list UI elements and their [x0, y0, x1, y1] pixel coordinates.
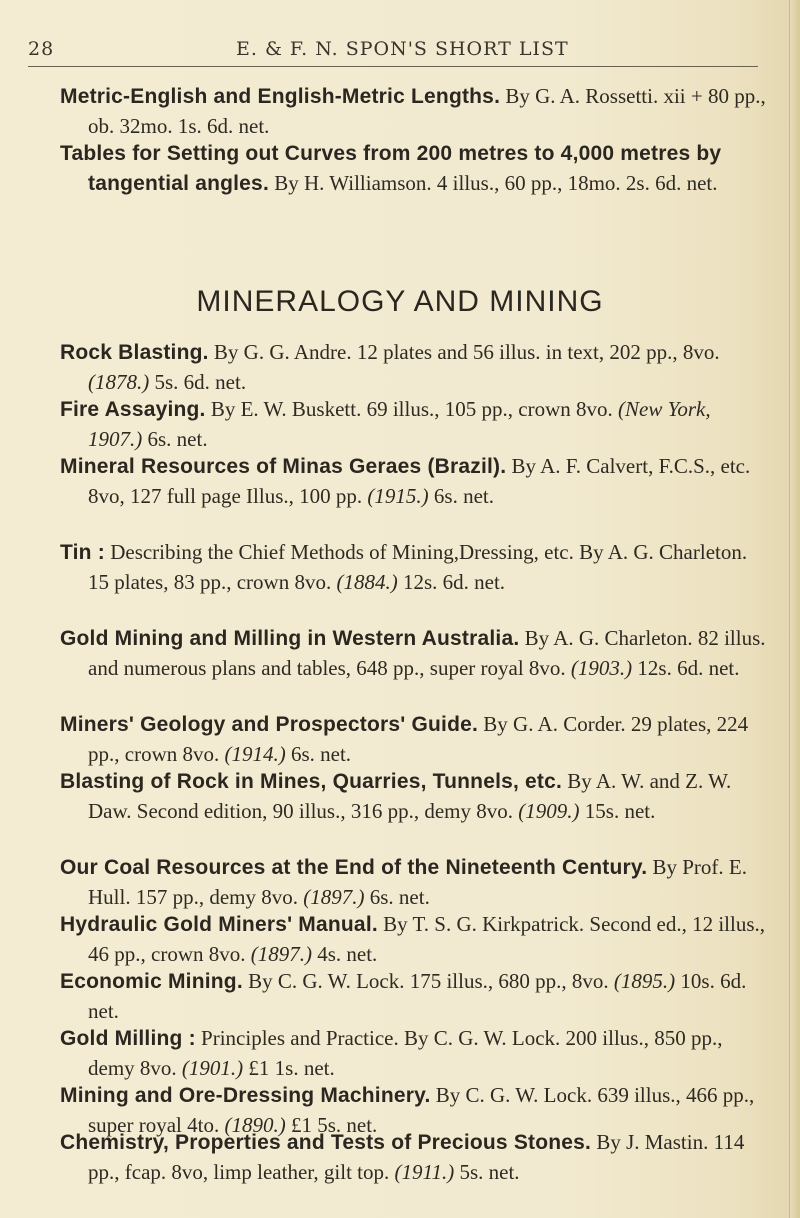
entry-details: By C. G. W. Lock. 175 illus., 680 pp., 8vo. [242, 969, 614, 993]
entry-title: Mineral Resources of Minas Geraes (Brazil). [60, 455, 507, 478]
entry-price: £1 5s. net. [285, 1112, 378, 1137]
list-entry [60, 624, 770, 682]
entry-details: Describing the Chief Methods of Mining,Dressing, etc. By A. G. Charleton. 15 plates, 83 pp., crown 8vo. [88, 540, 748, 594]
entry-title: Tables for Setting out Curves from 200 metres to 4,000 metres by tangential angles. [60, 142, 722, 195]
entry-year: (1897.) [250, 941, 312, 966]
entry-year: (1901.) [181, 1055, 244, 1080]
entry-details: By H. Williamson. 4 illus., 60 pp., 18mo. 2s. 6d. net. [268, 170, 718, 195]
list-entry [60, 853, 770, 911]
entry-price: 10s. 6d. net. [88, 969, 747, 1023]
entry-price: 4s. net. [311, 941, 378, 966]
entry-details: By E. W. Buskett. 69 illus., 105 pp., crown 8vo. [205, 397, 619, 421]
entry-details: By A. G. Charleton. 82 illus. and numerous plans and tables, 648 pp., super royal 8vo. [88, 626, 766, 680]
entry-title: Gold Mining and Milling in Western Australia. [60, 627, 520, 650]
entry-year: (1903.) [570, 655, 633, 680]
header-rule [28, 66, 758, 67]
entry-details: By Prof. E. Hull. 157 pp., demy 8vo. [88, 855, 747, 909]
entry-title: Gold Milling : [60, 1027, 196, 1050]
list-entry [60, 538, 770, 596]
entry-title: Hydraulic Gold Miners' Manual. [60, 913, 378, 936]
entry-title: Chemistry, Properties and Tests of Precious Stones. [60, 1131, 592, 1154]
list-entry [60, 710, 770, 768]
entry-year: (1890.) [224, 1112, 286, 1137]
entry-details: By J. Mastin. 114 pp., fcap. 8vo, limp leather, gilt top. [88, 1130, 745, 1184]
page-number: 28 [28, 38, 55, 60]
list-entry [60, 139, 770, 198]
list-entry [60, 338, 770, 396]
entry-year: (1914.) [224, 741, 286, 766]
list-entry [60, 767, 770, 825]
entry-price: 6s. net. [142, 426, 208, 451]
entry-title: Rock Blasting. [60, 341, 209, 364]
entry-title: Our Coal Resources at the End of the Nineteenth Century. [60, 856, 648, 879]
entry-details: By G. A. Corder. 29 plates, 224 pp., crown 8vo. [88, 712, 749, 766]
entry-price: £1 1s. net. [243, 1055, 335, 1080]
list-entry [60, 395, 770, 453]
list-entry [60, 967, 770, 1025]
list-entry [60, 82, 770, 140]
list-entry [60, 1128, 770, 1186]
running-title: E. & F. N. SPON'S SHORT LIST [236, 38, 569, 60]
entry-year: (1897.) [303, 884, 365, 909]
entry-year: (1884.) [336, 569, 398, 594]
entry-title: Fire Assaying. [60, 398, 206, 421]
entry-price: 5s. 6d. net. [149, 369, 247, 394]
entry-title: Economic Mining. [60, 970, 243, 993]
entry-details: By C. G. W. Lock. 639 illus., 466 pp., super royal 4to. [88, 1083, 755, 1137]
entry-title: Tin : [60, 541, 105, 564]
section-heading: MINERALOGY AND MINING [196, 285, 604, 318]
entry-details: By A. W. and Z. W. Daw. Second edition, 90 illus., 316 pp., demy 8vo. [88, 769, 732, 823]
entry-price: 5s. net. [454, 1159, 520, 1184]
list-entry [60, 910, 770, 968]
entry-title: Mining and Ore-Dressing Machinery. [60, 1084, 431, 1107]
entry-year: (New York, 1907.) [88, 397, 711, 451]
entry-year: (1878.) [88, 369, 150, 394]
entry-year: (1911.) [394, 1159, 455, 1184]
entry-price: 15s. net. [579, 798, 656, 823]
list-entry [60, 1024, 770, 1082]
entry-year: (1915.) [367, 483, 429, 508]
entry-year: (1909.) [518, 798, 580, 823]
entry-year: (1895.) [613, 969, 676, 993]
entry-price: 6s. net. [428, 483, 494, 508]
entry-title: Blasting of Rock in Mines, Quarries, Tunnels, etc. [60, 770, 563, 793]
running-header [28, 38, 768, 64]
entry-title: Metric-English and English-Metric Lengths. [60, 85, 501, 108]
entry-price: 6s. net. [364, 884, 430, 909]
entry-details: By T. S. G. Kirkpatrick. Second ed., 12 illus., 46 pp., crown 8vo. [88, 912, 765, 966]
entry-title: Miners' Geology and Prospectors' Guide. [60, 713, 479, 736]
entry-price: 6s. net. [285, 741, 352, 766]
entry-price: 12s. 6d. net. [397, 569, 506, 594]
entry-details: By A. F. Calvert, F.C.S., etc. 8vo, 127 full page Illus., 100 pp. [88, 454, 751, 508]
entry-details: By G. G. Andre. 12 plates and 56 illus. in text, 202 pp., 8vo. [208, 340, 720, 364]
page-edge [789, 0, 800, 1218]
entry-details: By G. A. Rossetti. xii + 80 pp., ob. 32mo. 1s. 6d. net. [88, 84, 766, 138]
entry-price: 12s. 6d. net. [632, 655, 740, 680]
list-entry [60, 452, 770, 510]
entry-details: Principles and Practice. By C. G. W. Lock. 200 illus., 850 pp., demy 8vo. [88, 1026, 723, 1080]
